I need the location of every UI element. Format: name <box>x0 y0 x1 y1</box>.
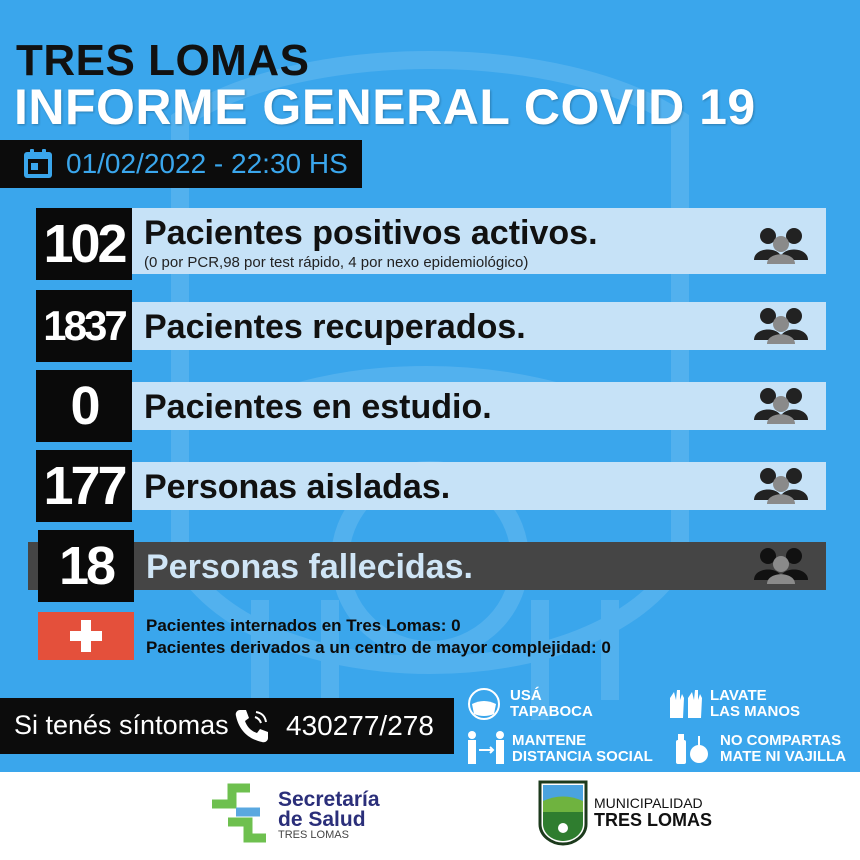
hospitalized-info: Pacientes internados en Tres Lomas: 0 <box>146 616 461 635</box>
municipalidad-town-label: TRES LOMAS <box>594 810 713 830</box>
calendar-icon <box>22 148 54 180</box>
stat-value-study: 0 <box>36 370 132 442</box>
medical-cross-icon <box>66 616 106 656</box>
mate-bottle-icon <box>672 730 712 764</box>
town-title: TRES LOMAS <box>16 36 310 85</box>
tip-hands-line2: LAS MANOS <box>710 703 800 720</box>
tip-mate-line1: NO COMPARTAS <box>720 732 842 749</box>
referred-info: Pacientes derivados a un centro de mayor complejidad: 0 <box>146 638 611 657</box>
tip-distance <box>512 733 653 765</box>
stat-label-isolated: Personas aisladas. <box>144 468 451 506</box>
stat-label-deceased: Personas fallecidas. <box>146 548 473 586</box>
municipalidad-label: MUNICIPALIDAD <box>594 795 703 811</box>
municipal-shield-icon <box>538 780 588 846</box>
tip-hands-line1: LAVATE <box>710 687 767 704</box>
people-icon <box>752 386 810 424</box>
tip-mate-line2: MATE NI VAJILLA <box>720 748 847 765</box>
tip-distance-line1: MANTENE <box>512 732 587 749</box>
secretaria-salud-logo <box>208 782 270 844</box>
stat-sublabel-active: (0 por PCR,98 por test rápido, 4 por nexo epidemiológico) <box>144 254 529 271</box>
secretaria-town-label: TRES LOMAS <box>278 829 349 841</box>
tip-mask <box>510 688 593 720</box>
symptoms-text: Si tenés síntomas <box>14 710 229 740</box>
salud-label: de Salud <box>278 808 366 831</box>
stat-value-recovered: 1837 <box>36 290 132 362</box>
tip-distance-line2: DISTANCIA SOCIAL <box>512 748 653 765</box>
people-icon <box>752 466 810 504</box>
mask-icon <box>464 688 504 722</box>
hands-icon <box>666 684 706 718</box>
tip-hands <box>710 688 800 720</box>
page-title: INFORME GENERAL COVID 19 <box>14 79 756 135</box>
stat-value-deceased: 18 <box>38 530 134 602</box>
people-icon <box>752 306 810 344</box>
tip-mate <box>720 733 846 765</box>
stat-label-recovered: Pacientes recuperados. <box>144 308 526 346</box>
phone-number: 430277/278 <box>286 710 434 741</box>
tip-mask-line2: TAPABOCA <box>510 703 593 720</box>
footer <box>0 772 860 860</box>
stat-label-active: Pacientes positivos activos. <box>144 214 598 252</box>
secretaria-label: Secretaría <box>278 788 380 811</box>
distance-icon <box>466 730 506 764</box>
stat-value-isolated: 177 <box>36 450 132 522</box>
stat-value-active: 102 <box>36 208 132 280</box>
report-datetime: 01/02/2022 - 22:30 HS <box>66 148 348 179</box>
tip-mask-line1: USÁ <box>510 687 542 704</box>
people-icon <box>752 546 810 584</box>
people-icon <box>752 226 810 264</box>
phone-icon <box>232 706 272 746</box>
stat-label-study: Pacientes en estudio. <box>144 388 492 426</box>
